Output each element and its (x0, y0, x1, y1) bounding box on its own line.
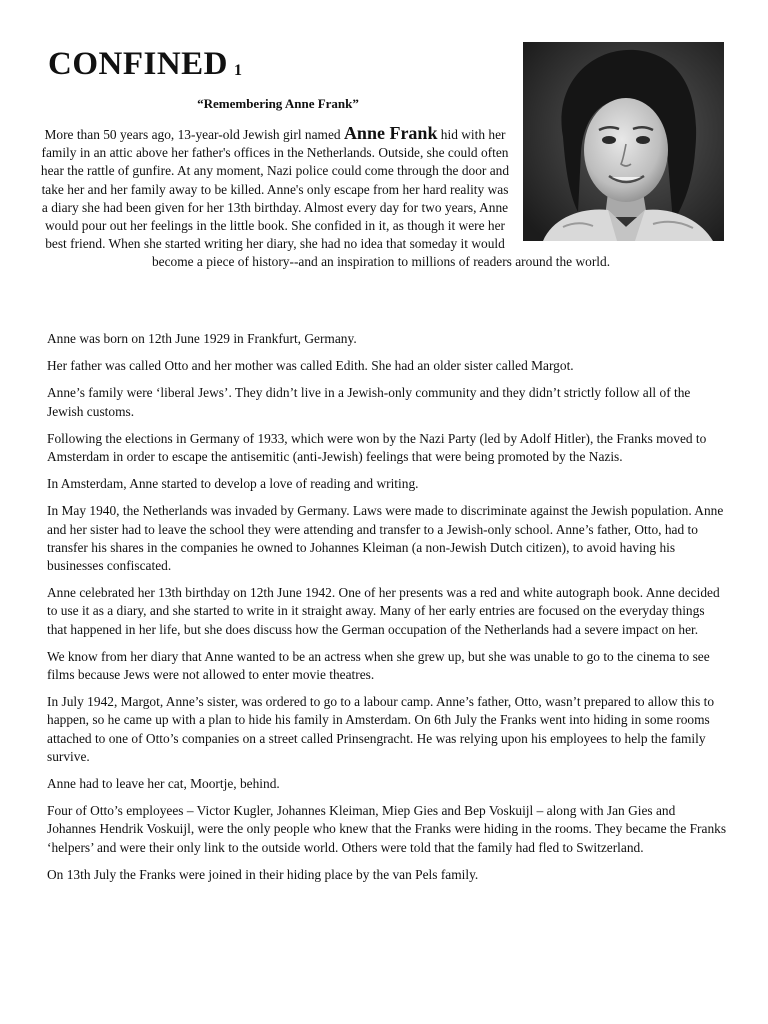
article-body (47, 330, 727, 893)
paragraph-move-amsterdam: Following the elections in Germany of 1933, which were won by the Nazi Party (led by Adolf Hitler), the Franks moved to Amsterdam in order to escape the antisemitic (anti-Jewish) feelings that were being promoted by the Nazis. (47, 430, 707, 465)
page-title (48, 44, 243, 90)
paragraph-birth: Anne was born on 12th June 1929 in Frankfurt, Germany. (47, 331, 357, 346)
paragraph-family: Her father was called Otto and her mother was called Edith. She had an older sister called Margot. (47, 358, 574, 374)
paragraph-cat: Anne had to leave her cat, Moortje, behind. (47, 776, 280, 792)
intro-paragraph (40, 124, 722, 272)
title-number: 1 (234, 62, 243, 79)
paragraph-birthday-diary: Anne celebrated her 13th birthday on 12th June 1942. One of her presents was a red and white autograph book. Anne decided to use it as a diary, and she started to write in it straight away. Many of her early entries are focused on the everyday things that happened in her life, but she does discuss how the German occupation of the Netherlands had a severe impact on her. (47, 585, 720, 637)
intro-before-name: More than 50 years ago, 13-year-old Jewish girl named (44, 127, 344, 142)
paragraph-actress: We know from her diary that Anne wanted to be an actress when she grew up, but she was unable to go to the cinema to see films because Jews were not allowed to enter movie theatres. (47, 648, 710, 683)
paragraph-helpers: Four of Otto’s employees – Victor Kugler, Johannes Kleiman, Miep Gies and Bep Voskuijl – along with Jan Gies and Johannes Hendrik Voskuijl, were the only people who knew that the Franks were hiding in the rooms. They became the Franks ‘helpers’ and were their only link to the outside world. Others were told that the family had fled to Switzerland. (47, 803, 727, 855)
paragraph-van-pels: On 13th July the Franks were joined in their hiding place by the van Pels family. (47, 866, 479, 882)
paragraph-reading-writing: In Amsterdam, Anne started to develop a love of reading and writing. (47, 476, 419, 492)
intro-after-name: hid with her family in an attic above her father's offices in the Netherlands. Outside, she could often hear the rattle of gunfire. At any moment, Nazi police could come through the door and take her and her family away to be killed. Anne's only escape from her hard reality was a diary she had been given for her 13th birthday. Almost every day for two years, Anne would pour out her feelings in the little book. She confided in it, as though it were her best friend. When she started writing her diary, she had no idea that someday it would become a piece of history--and an inspiration to millions of readers around the world. (40, 127, 611, 270)
anne-frank-name: Anne Frank (343, 123, 438, 143)
paragraph-liberal-jews: Anne’s family were ‘liberal Jews’. They didn’t live in a Jewish-only community and they didn’t strictly follow all of the Jewish customs. (47, 385, 691, 419)
title-text: CONFINED (48, 46, 229, 82)
paragraph-hiding: In July 1942, Margot, Anne’s sister, was ordered to go to a labour camp. Anne’s father, Otto, wasn’t prepared to allow this to happen, so he came up with a plan to hide his family in Amsterdam. On 6th July the Franks went into hiding in some rooms attached to one of Otto’s companies on a street called Prinsengracht. He was relying upon his employees to help the family survive. (47, 694, 715, 764)
paragraph-invasion: In May 1940, the Netherlands was invaded by Germany. Laws were made to discriminate against the Jewish population. Anne and her sister had to leave the school they were attending and transfer to a Jewish-only school. Anne’s father, Otto, had to transfer his shares in the companies he owned to Johannes Kleiman (a non-Jewish Dutch citizen), to avoid having his businesses confiscated. (47, 503, 724, 574)
subtitle: “Remembering Anne Frank” (197, 96, 359, 111)
